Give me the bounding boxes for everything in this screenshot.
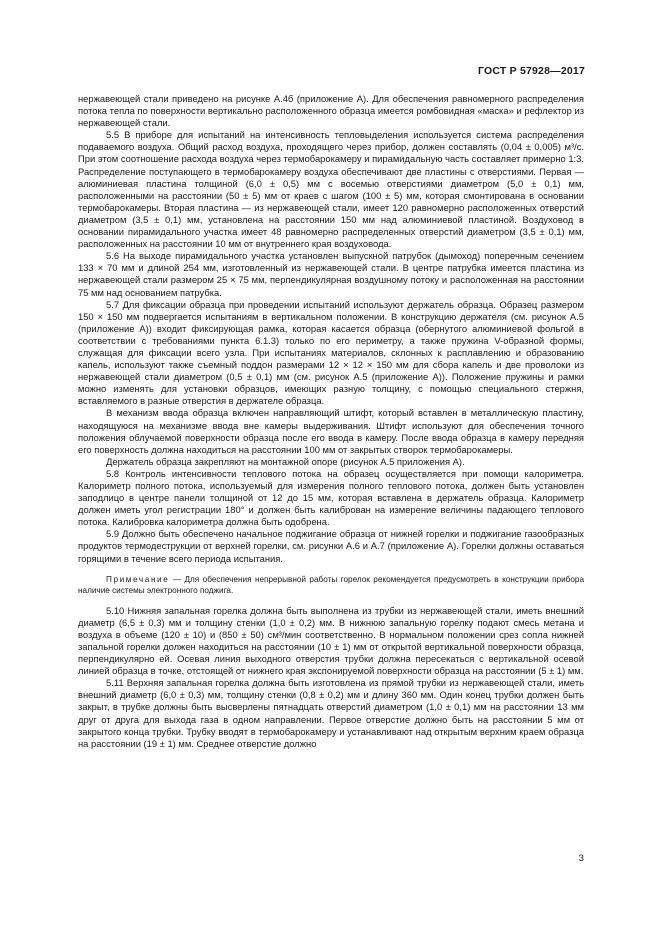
paragraph-5-6: 5.6 На выходе пирамидального участка установлен выпускной патрубок (дымоход) поперечным сечением 133 × 70 мм и длиной 254 мм, изготовленный из нержавеющей стали. В центре патрубка имеется пластина из нержавеющей стали размером 25 × 75 мм, перпендикулярная воздушному потоку и расположенная на расстоянии 75 мм над основанием патрубка. — [78, 250, 584, 298]
note-text: — Для обеспечения непрерывной работы горелок рекомендуется предусмотреть в конструкции прибора наличие системы электронного поджига. — [78, 574, 584, 595]
paragraph-continuation: нержавеющей стали приведено на рисунке А.4б (приложение А). Для обеспечения равномерного распределения потока тепла по поверхности вертикально расположенного образца имеется ромбовидная «маска» и рефлектор из нержавеющей стали. — [78, 93, 584, 129]
paragraph-insertion-mechanism: В механизм ввода образца включен направляющий штифт, который вставлен в металлическую пластину, находящуюся на механизме ввода вне камеры выдерживания. Штифт используют для обеспечения точного положения облучаемой поверхности образца после его ввода в камеру. После ввода образца в камеру передняя его поверхность должна находиться на расстоянии 100 мм от закрытых створок термобарокамеры. — [78, 407, 584, 455]
paragraph-5-8: 5.8 Контроль интенсивности теплового потока на образец осуществляется при помощи калориметра. Калориметр полного потока, используемый для измерения полного теплового потока, должен быть установлен заподлицо в центре панели толщиной от 12 до 15 мм, которая вставлена в держатель образца. Калориметр должен иметь угол регистрации 180° и должен быть калиброван на измерение величины падающего теплового потока. Калибровка калориметра должна быть одобрена. — [78, 467, 584, 528]
note-label: Примечание — [106, 574, 170, 584]
paragraph-5-10: 5.10 Нижняя запальная горелка должна быть выполнена из трубки из нержавеющей стали, иметь внешний диаметр (6,5 ± 0,3) мм и толщину стенки (1,0 ± 0,2) мм. В нижнюю запальную горелку подают смесь метана и воздуха в объеме (120 ± 10) и (850 ± 50) см³/мин соответственно. В нормальном положении срез сопла нижней запальной горелки должен находиться на расстоянии (10 ± 1) мм от открытой вертикальной поверхности образца, перпендикулярно ей. Осевая линия выходного отверстия трубки должна пересекаться с вертикальной осевой линией образца в точке, отстоящей от нижнего края экспонируемой поверхности образца на расстоянии (5 ± 1) мм. — [78, 604, 584, 677]
paragraph-5-9: 5.9 Должно быть обеспечено начальное поджигание образца от нижней горелки и поджигание газообразных продуктов термодеструкции от верхней горелки, см. рисунки А.6 и А.7 (приложение А). Горелки должны оставаться горящими в течение всего периода испытания. — [78, 528, 584, 564]
note-paragraph — [78, 574, 584, 596]
paragraph-5-7: 5.7 Для фиксации образца при проведении испытаний используют держатель образца. Образец размером 150 × 150 мм подвергается испытаниям в вертикальном положении. В конструкцию держателя (см. рисунок А.5 (приложение А)) входит фиксирующая рамка, которая касается образца (обернутого алюминиевой фольгой в соответствии с требованиями пункта 6.1.3) только по его периметру, а также пружина V-образной формы, служащая для фиксации всего узла. При испытаниях материалов, склонных к расплавлению и образованию капель, используют также съемный поддон размерами 12 × 12 × 150 мм для сбора капель и две проволоки из нержавеющей стали диаметром (0,5 ± 0,1) мм (см. рисунок А.5 (приложение А)). Положение пружины и рамки можно изменять для установки образцов, имеющих разную толщину, с помощью специального стержня, вставляемого в разные отверстия в держателе образца. — [78, 298, 584, 407]
document-code-header: ГОСТ Р 57928—2017 — [477, 65, 585, 77]
paragraph-5-5: 5.5 В приборе для испытаний на интенсивность тепловыделения используется система распределения подаваемого воздуха. Общий расход воздуха, проходящего через прибор, должен составлять (0,04 ± 0,005) м³/с. При этом соотношение расхода воздуха через термобарокамеру и пирамидальную часть составляет примерно 1:3. Распределение поступающего в термобарокамеру воздуха обеспечивают две пластины с отверстиями. Первая — алюминиевая пластина толщиной (6,0 ± 0,5) мм с восемью отверстиями диаметром (5,0 ± 0,1) мм, расположенными на расстоянии (50 ± 5) мм от краев с шагом (100 ± 5) мм, которая смонтирована в основании термобарокамеры. Вторая пластина — из нержавеющей стали, имеет 120 равномерно расположенных отверстий диаметром (3,5 ± 0,1) мм, установлена на расстоянии 150 мм над алюминиевой пластиной. Воздуховод в основании пирамидального участка имеет 48 равномерно распределенных отверстий диаметром (3,5 ± 0,1) мм, расположенных на расстоянии 10 мм от внутреннего края воздуховода. — [78, 129, 584, 250]
document-body — [78, 93, 584, 750]
page-number: 3 — [578, 853, 584, 864]
paragraph-holder-mount: Держатель образца закрепляют на монтажной опоре (рисунок А.5 приложения А). — [106, 455, 465, 467]
paragraph-5-11: 5.11 Верхняя запальная горелка должна быть изготовлена из прямой трубки из нержавеющей стали, иметь внешний диаметр (6,0 ± 0,3) мм, толщину стенки (0,8 ± 0,2) мм и длину 360 мм. Один конец трубки должен быть закрыт, в трубке должны быть высверлены пятнадцать отверстий диаметром (1,0 ± 0,1) мм на расстоянии 13 мм друг от друга для выхода газа в одном направлении. Первое отверстие должно быть на расстоянии 5 мм от закрытого конца трубки. Трубку вводят в термобарокамеру и устанавливают над открытым верхним краем образца на расстоянии (19 ± 1) мм. Среднее отверстие должно — [78, 677, 584, 749]
